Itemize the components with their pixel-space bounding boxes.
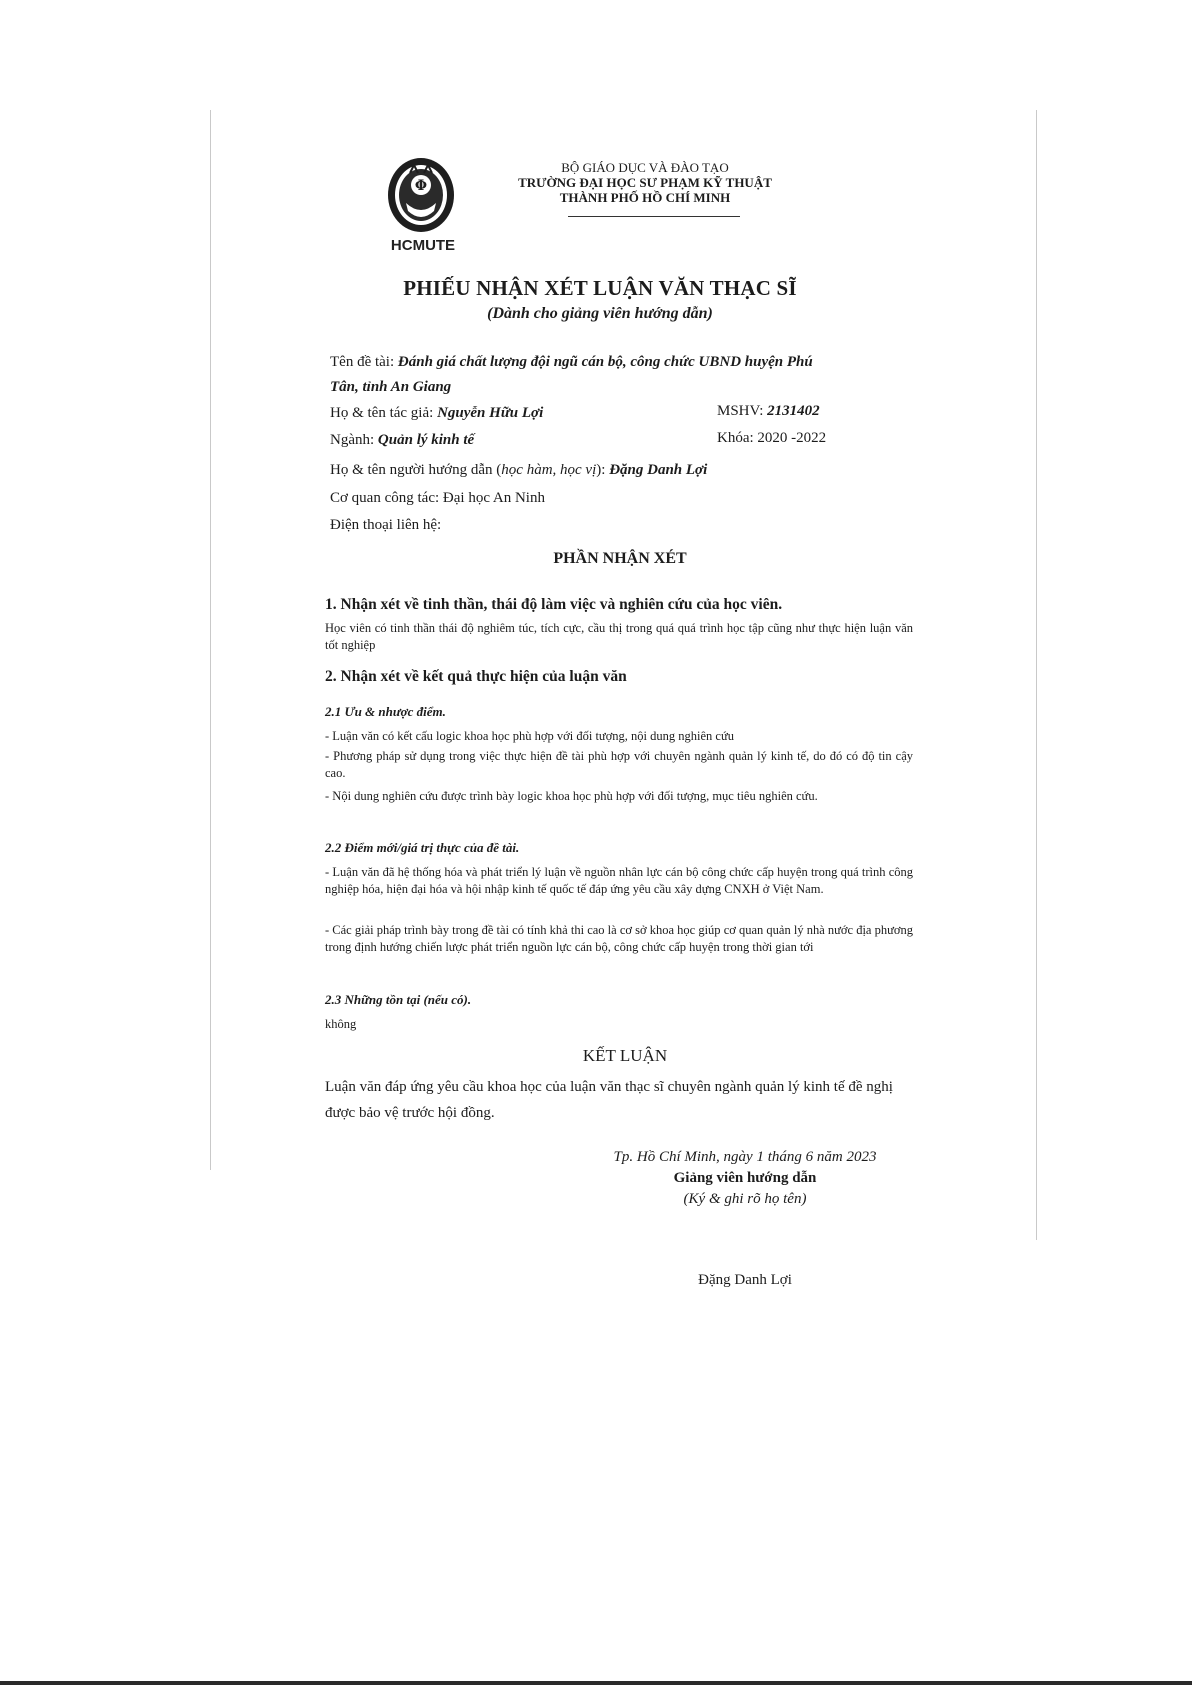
conclusion-title: KẾT LUẬN	[582, 1046, 668, 1065]
student-id-line	[717, 403, 820, 420]
header-underline	[568, 216, 740, 217]
topic-line-1	[330, 352, 813, 372]
major-line	[330, 430, 474, 450]
workplace-value: Đại học An Ninh	[442, 490, 545, 506]
university-name-line1: TRƯỜNG ĐẠI HỌC SƯ PHẠM KỸ THUẬT	[518, 175, 772, 190]
scan-edge-left	[210, 110, 211, 1170]
topic-label: Tên đề tài:	[330, 354, 398, 370]
institution-header	[500, 160, 790, 205]
hcmute-emblem-icon	[384, 155, 458, 235]
student-id-label: MSHV:	[717, 403, 768, 419]
major-label: Ngành:	[330, 432, 378, 448]
review-heading-1: 1. Nhận xét về tinh thần, thái độ làm việc và nghiên cứu của học viên.	[325, 596, 783, 613]
advisor-value: Đặng Danh Lợi	[609, 462, 708, 478]
document-subtitle: (Dành cho giảng viên hướng dẫn)	[487, 305, 713, 322]
phone-label: Điện thoại liên hệ:	[330, 517, 442, 533]
scan-bottom-edge	[0, 1681, 1192, 1685]
review-section-title: PHẦN NHẬN XÉT	[553, 550, 687, 567]
advisor-label: Họ & tên người hướng dẫn (	[330, 462, 502, 478]
advisor-label-end: ):	[596, 462, 610, 478]
review-heading-2-2: 2.2 Điểm mới/giá trị thực của đề tài.	[325, 840, 520, 855]
signature-name: Đặng Danh Lợi	[698, 1272, 792, 1288]
svg-text:Φ: Φ	[414, 178, 428, 194]
review-heading-2-1: 2.1 Ưu & nhược điểm.	[325, 704, 446, 719]
review-heading-2: 2. Nhận xét về kết quả thực hiện của luận văn	[325, 668, 627, 685]
review-paragraph-1: Học viên có tinh thần thái độ nghiêm túc, tích cực, cầu thị trong quá quá trình học tập cũng như thực hiện luận văn tốt nghiệp	[325, 621, 913, 652]
review-paragraph-2-1b: - Phương pháp sử dụng trong việc thực hiện đề tài phù hợp với chuyên ngành quản lý kinh tế, do đó có độ tin cậy cao.	[325, 749, 913, 780]
advisor-label-italic: học hàm, học vị	[501, 462, 597, 478]
major-value: Quản lý kinh tế	[377, 432, 475, 448]
workplace-label: Cơ quan công tác:	[330, 490, 443, 506]
signature-block	[560, 1147, 930, 1210]
author-value: Nguyễn Hữu Lợi	[437, 405, 544, 421]
review-paragraph-2-2a: - Luận văn đã hệ thống hóa và phát triển lý luận về nguồn nhân lực cán bộ công chức cấp huyện trong quá trình công nghiệp hóa, hiện đại hóa và hội nhập kinh tế quốc tế đáp ứng yêu cầu xây dựng CNXH ở Việt Nam.	[325, 865, 913, 896]
cohort-label: Khóa:	[717, 430, 758, 446]
cohort-value: 2020 -2022	[757, 430, 827, 446]
workplace-line	[330, 488, 545, 508]
author-label: Họ & tên tác giả:	[330, 405, 438, 421]
review-paragraph-2-1c: - Nội dung nghiên cứu được trình bày logic khoa học phù hợp với đối tượng, mục tiêu nghiên cứu.	[325, 789, 818, 803]
scan-edge-right	[1036, 110, 1037, 1240]
document-title: PHIẾU NHẬN XÉT LUẬN VĂN THẠC SĨ	[403, 276, 797, 300]
student-id-value: 2131402	[767, 403, 820, 419]
review-paragraph-2-1a: - Luận văn có kết cấu logic khoa học phù hợp với đối tượng, nội dung nghiên cứu	[325, 729, 734, 743]
topic-value-2: Tân, tỉnh An Giang	[330, 379, 452, 395]
author-line	[330, 403, 543, 423]
cohort-line	[717, 430, 826, 447]
advisor-line	[330, 460, 707, 480]
review-paragraph-2-2b: - Các giải pháp trình bày trong đề tài có tính khả thi cao là cơ sở khoa học giúp cơ quan quản lý nhà nước địa phương trong định hướng chiến lược phát triển nguồn lực cán bộ, công chức cấp huyện trong thời gian tới	[325, 923, 913, 954]
university-name-line2: THÀNH PHỐ HỒ CHÍ MINH	[559, 190, 731, 205]
review-paragraph-2-3: không	[325, 1017, 357, 1031]
signature-role: Giảng viên hướng dẫn	[673, 1170, 817, 1186]
signature-instruction: (Ký & ghi rõ họ tên)	[683, 1191, 807, 1207]
topic-value-1: Đánh giá chất lượng đội ngũ cán bộ, công chức UBND huyện Phú	[397, 354, 813, 370]
review-heading-2-3: 2.3 Những tồn tại (nếu có).	[325, 992, 472, 1007]
signature-place-date: Tp. Hồ Chí Minh, ngày 1 tháng 6 năm 2023	[613, 1149, 877, 1165]
conclusion-text: Luận văn đáp ứng yêu cầu khoa học của luận văn thạc sĩ chuyên ngành quản lý kinh tế đề nghị được bảo vệ trước hội đồng.	[325, 1079, 893, 1121]
logo-caption: HCMUTE	[390, 237, 456, 254]
university-logo	[384, 155, 458, 261]
ministry-name: BỘ GIÁO DỤC VÀ ĐÀO TẠO	[561, 160, 729, 175]
